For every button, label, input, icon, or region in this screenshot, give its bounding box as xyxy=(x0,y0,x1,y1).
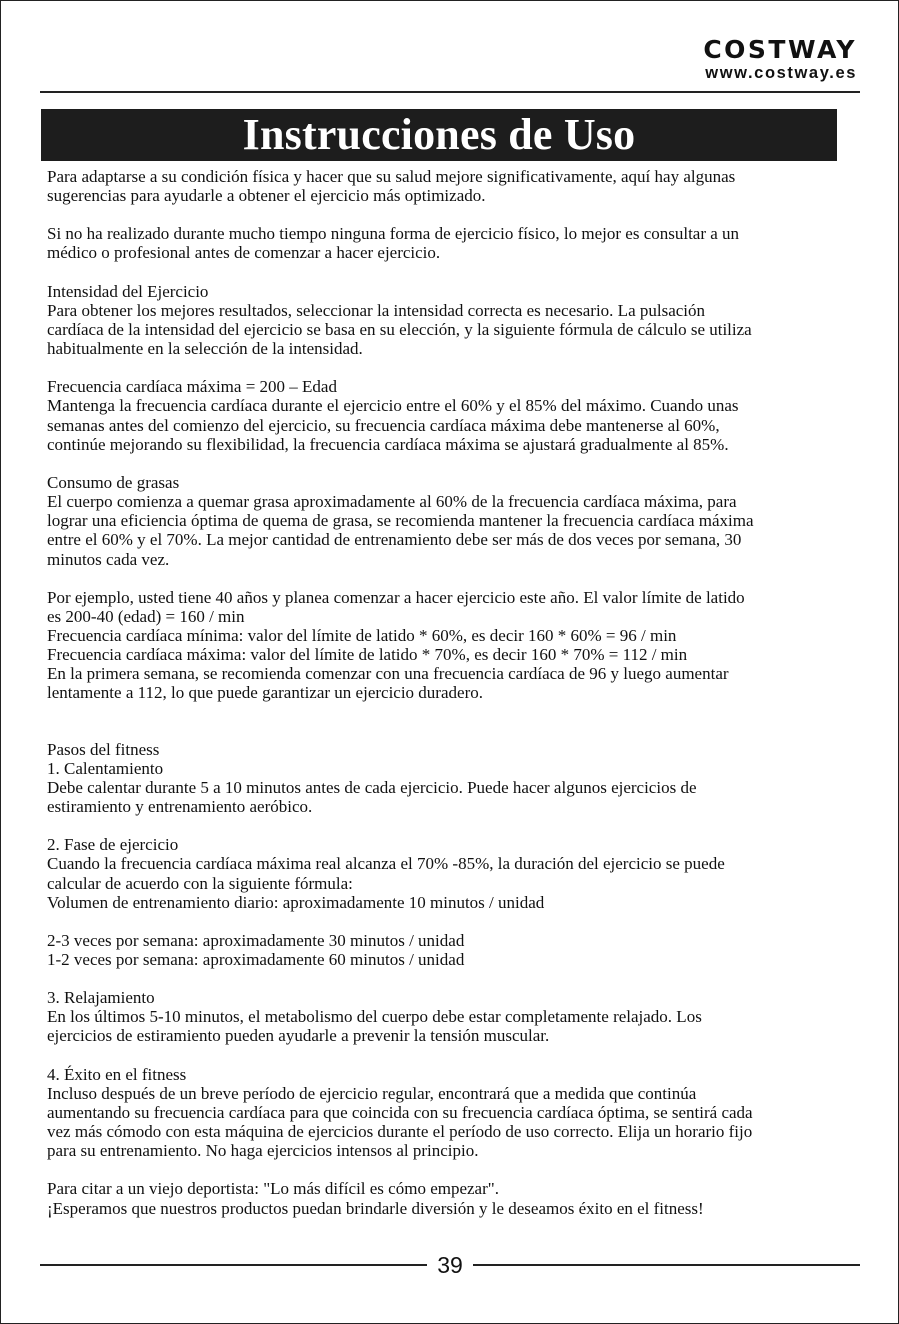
page-title: Instrucciones de Uso xyxy=(242,110,636,159)
text-line: ejercicios de estiramiento pueden ayudarle a prevenir la tensión muscular. xyxy=(47,1026,550,1046)
text-line: Cuando la frecuencia cardíaca máxima real alcanza el 70% -85%, la duración del ejercicio se puede xyxy=(47,854,725,874)
text-line: semanas antes del comienzo del ejercicio, su frecuencia cardíaca máxima debe mantenerse al 60%, xyxy=(47,415,720,435)
header-divider xyxy=(40,91,860,93)
section-heading: Pasos del fitness xyxy=(47,739,160,759)
intro-paragraph xyxy=(47,167,847,205)
example-section xyxy=(47,588,847,703)
section-heading: Intensidad del Ejercicio xyxy=(47,281,209,301)
footer-divider-right xyxy=(473,1264,860,1266)
brand-logo: COSTWAY xyxy=(703,35,857,64)
text-line: Para obtener los mejores resultados, seleccionar la intensidad correcta es necesario. La pulsación xyxy=(47,300,706,320)
text-line: Si no ha realizado durante mucho tiempo ninguna forma de ejercicio físico, lo mejor es consultar a un xyxy=(47,224,740,244)
text-line: 2-3 veces por semana: aproximadamente 30 minutos / unidad xyxy=(47,930,465,950)
page-footer xyxy=(40,1250,860,1280)
page-number: 39 xyxy=(437,1251,463,1278)
step-heading: 1. Calentamiento xyxy=(47,758,164,778)
text-line: Debe calentar durante 5 a 10 minutos antes de cada ejercicio. Puede hacer algunos ejercicios de xyxy=(47,777,697,797)
text-line: habitualmente en la selección de la intensidad. xyxy=(47,339,363,359)
step-heading: 3. Relajamiento xyxy=(47,988,155,1008)
text-line: El cuerpo comienza a quemar grasa aproximadamente al 60% de la frecuencia cardíaca máxima, para xyxy=(47,492,737,512)
text-line: En la primera semana, se recomienda comenzar con una frecuencia cardíaca de 96 y luego aumentar xyxy=(47,664,729,684)
closing-section xyxy=(47,1179,847,1217)
text-line: minutos cada vez. xyxy=(47,549,170,569)
formula-line: Frecuencia cardíaca máxima = 200 – Edad xyxy=(47,377,337,397)
text-line: Por ejemplo, usted tiene 40 años y planea comenzar a hacer ejercicio este año. El valor límite de latido xyxy=(47,587,745,607)
text-line: entre el 60% y el 70%. La mejor cantidad de entrenamiento debe ser más de dos veces por semana, 30 xyxy=(47,530,742,550)
success-section xyxy=(47,1065,847,1161)
text-line: aumentando su frecuencia cardíaca para que coincida con su frecuencia cardíaca óptima, se sentirá cada xyxy=(47,1102,753,1122)
fat-burning-section xyxy=(47,473,847,569)
body-text xyxy=(47,167,847,1218)
text-line: Volumen de entrenamiento diario: aproximadamente 10 minutos / unidad xyxy=(47,892,545,912)
text-line: lograr una eficiencia óptima de quema de grasa, se recomienda mantener la frecuencia cardíaca máxima xyxy=(47,511,754,531)
text-line: sugerencias para ayudarle a obtener el ejercicio más optimizado. xyxy=(47,186,486,206)
step-heading: 4. Éxito en el fitness xyxy=(47,1064,187,1084)
text-line: ¡Esperamos que nuestros productos puedan brindarle diversión y le deseamos éxito en el fitness! xyxy=(47,1198,704,1218)
weekly-volume-section xyxy=(47,931,847,969)
text-line: Incluso después de un breve período de ejercicio regular, encontrará que a medida que continúa xyxy=(47,1083,697,1103)
text-line: lentamente a 112, lo que puede garantizar un ejercicio duradero. xyxy=(47,683,483,703)
text-line: Mantenga la frecuencia cardíaca durante el ejercicio entre el 60% y el 85% del máximo. Cuando unas xyxy=(47,396,739,416)
relaxation-section xyxy=(47,988,847,1045)
text-line: Frecuencia cardíaca máxima: valor del límite de latido * 70%, es decir 160 * 70% = 112 / min xyxy=(47,645,688,665)
text-line: Para adaptarse a su condición física y hacer que su salud mejore significativamente, aquí hay algunas xyxy=(47,167,736,186)
text-line: para su entrenamiento. No haga ejercicios intensos al principio. xyxy=(47,1141,479,1161)
text-line: Frecuencia cardíaca mínima: valor del límite de latido * 60%, es decir 160 * 60% = 96 / min xyxy=(47,625,677,645)
section-heading: Consumo de grasas xyxy=(47,472,180,492)
text-line: 1-2 veces por semana: aproximadamente 60 minutos / unidad xyxy=(47,950,465,969)
max-heart-rate-section xyxy=(47,377,847,454)
step-heading: 2. Fase de ejercicio xyxy=(47,835,179,855)
brand-header xyxy=(703,36,857,83)
text-line: Para citar a un viejo deportista: "Lo más difícil es cómo empezar". xyxy=(47,1179,499,1199)
footer-divider-left xyxy=(40,1264,427,1266)
title-bar xyxy=(41,109,837,161)
text-line: En los últimos 5-10 minutos, el metabolismo del cuerpo debe estar completamente relajado. Los xyxy=(47,1007,702,1027)
intensity-section xyxy=(47,282,847,359)
text-line: estiramiento y entrenamiento aeróbico. xyxy=(47,797,313,817)
fitness-steps-section xyxy=(47,740,847,817)
text-line: calcular de acuerdo con la siguiente fórmula: xyxy=(47,873,353,893)
brand-url: www.costway.es xyxy=(705,64,857,82)
exercise-phase-section xyxy=(47,835,847,912)
text-line: continúe mejorando su flexibilidad, la frecuencia cardíaca máxima se ajustará gradualmente al 85%. xyxy=(47,434,729,454)
text-line: médico o profesional antes de comenzar a hacer ejercicio. xyxy=(47,243,441,263)
text-line: cardíaca de la intensidad del ejercicio se basa en su elección, y la siguiente fórmula de cálculo se utiliza xyxy=(47,319,752,339)
text-line: es 200-40 (edad) = 160 / min xyxy=(47,606,245,626)
text-line: vez más cómodo con esta máquina de ejercicios durante el período de uso correcto. Elija un horario fijo xyxy=(47,1122,753,1142)
medical-advice-paragraph xyxy=(47,224,847,262)
